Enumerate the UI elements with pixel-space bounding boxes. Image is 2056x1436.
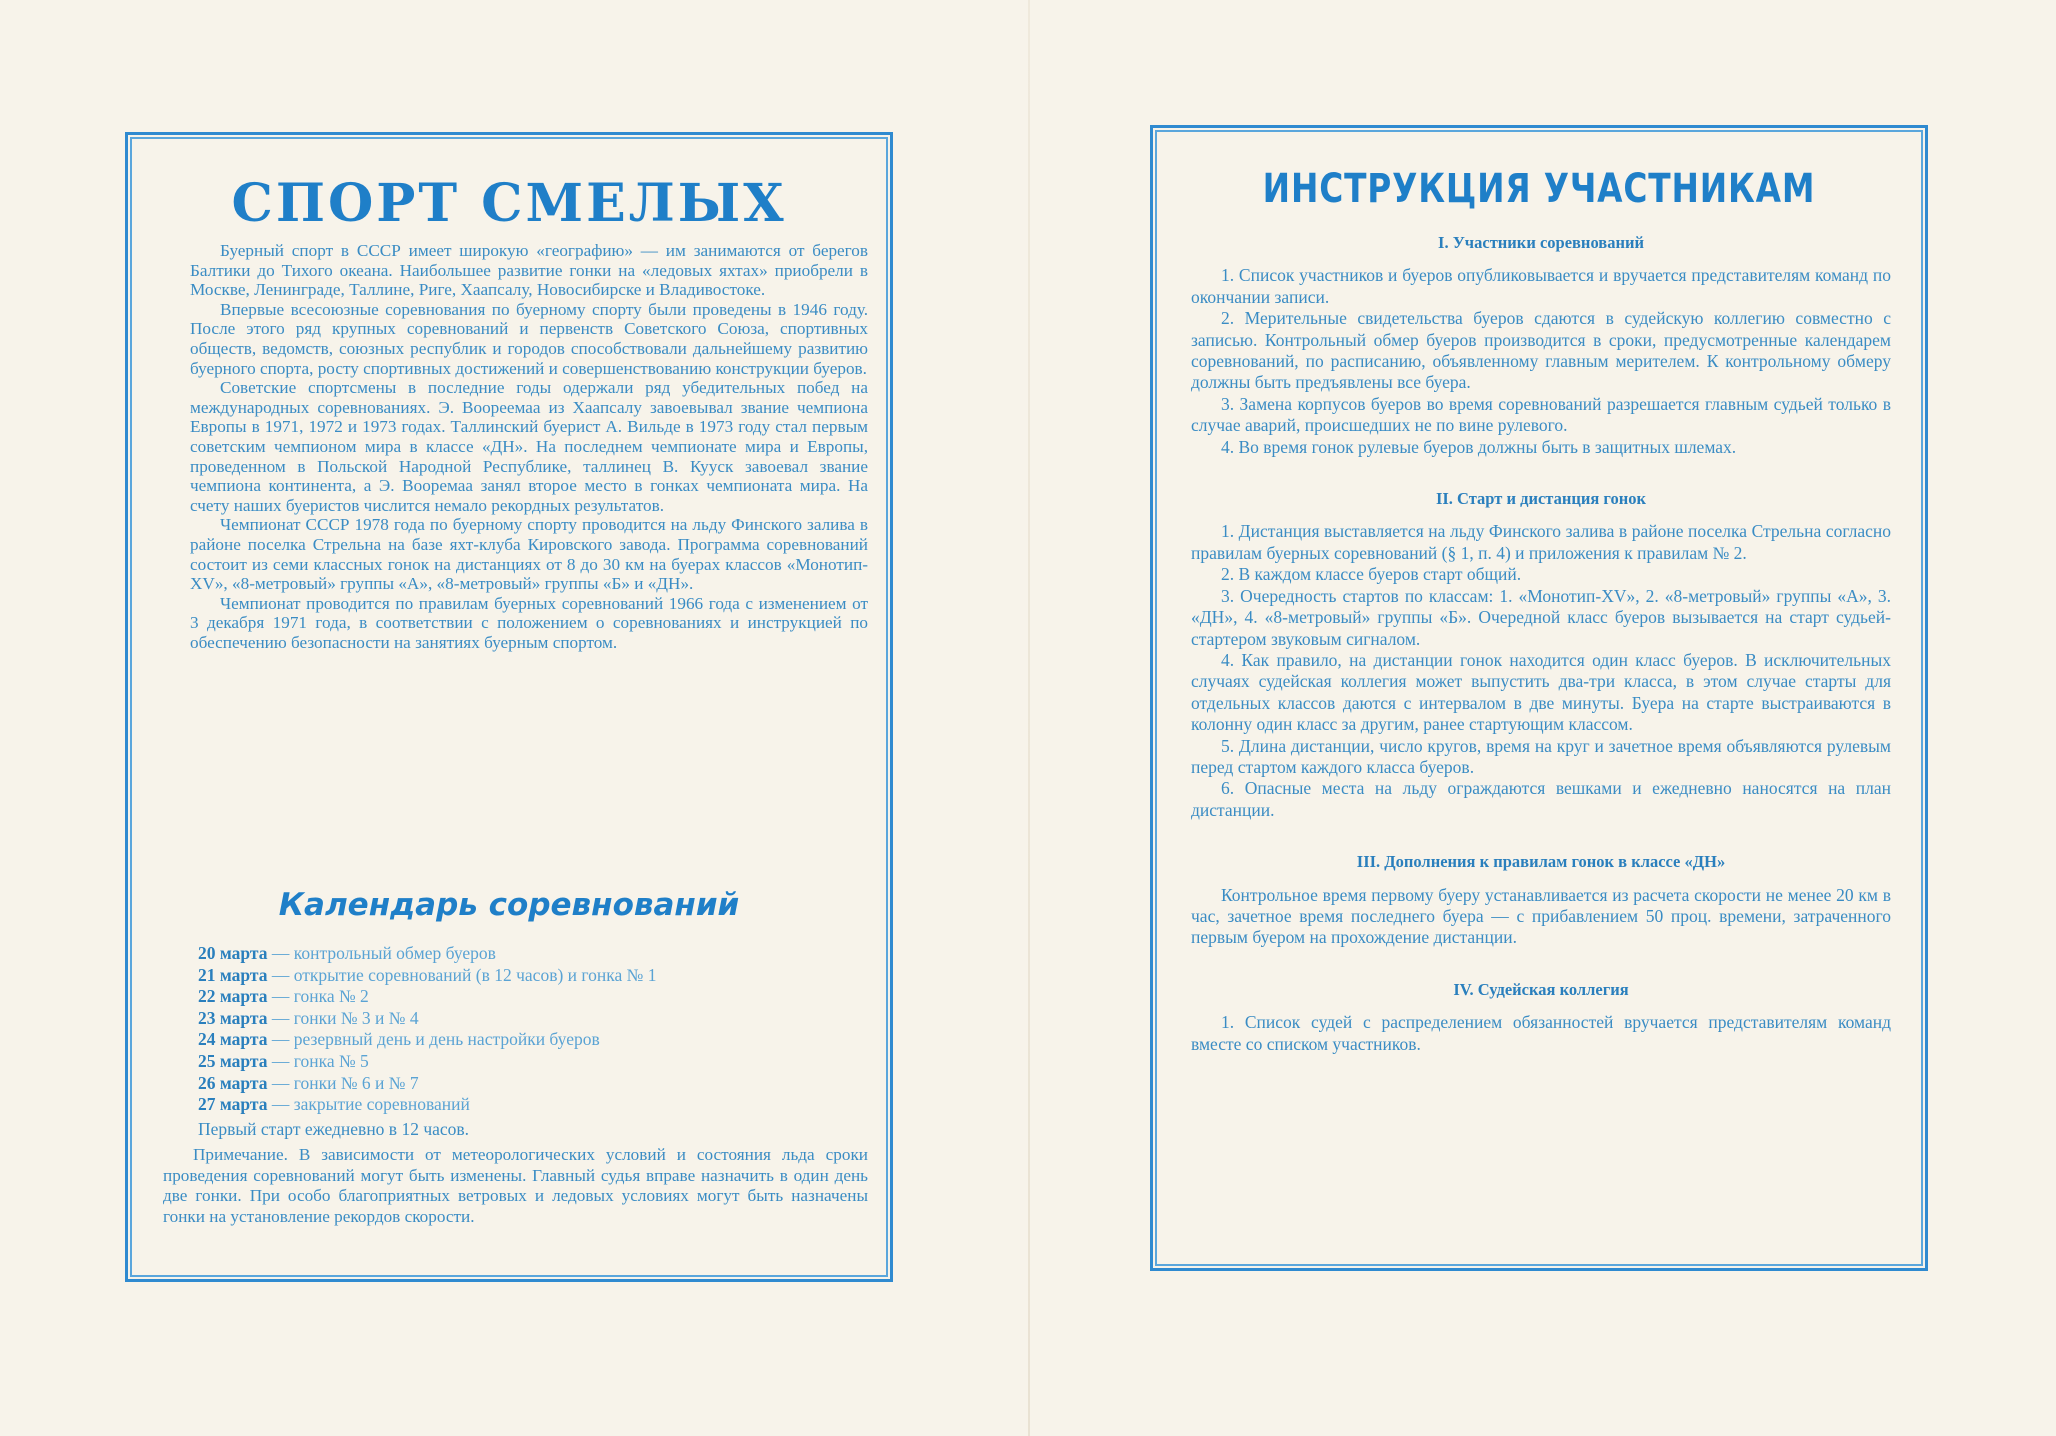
- schedule-date: 27 марта: [198, 1094, 268, 1115]
- paragraph: Советские спортсмены в последние годы одержали ряд убедительных побед на международных соревнованиях. Э. Воореемаа из Хаапсалу завоевывал звание чемпиона Европы в 1971, 1972 и 1973 годах. Таллинский буерист А. Вильде в 1973 году стал первым советским чемпионом мира в классе «ДН». На последнем чемпионате мира и Европы, проведенном в Польской Народной Республике, таллинец В. Кууск завоевал звание чемпиона континента, а Э. Вооремаа занял второе место в гонках чемпионата мира. На счету наших буеристов числится немало рекордных результатов.: [190, 378, 868, 515]
- instruction-item: 4. Как правило, на дистанции гонок находится один класс буеров. В исключительных случаях судейская коллегия может выпустить два-три класса, в этом случае старты для отдельных классов даются с интервалом в две минуты. Буера на старте выстраиваются в колонну один класс за другим, ранее стартующим классом.: [1191, 649, 1891, 735]
- schedule-event: — резервный день и день настройки буеров: [271, 1029, 600, 1050]
- instructions: [1191, 232, 1891, 1055]
- schedule-row: [198, 1029, 656, 1051]
- schedule-row: [198, 1051, 656, 1073]
- instruction-item: 2. Мерительные свидетельства буеров сдаются в судейскую коллегию совместно с записью. Контрольный обмер буеров производится в сроки, предусмотренные календарем соревнований, по расписанию, объявленному главным мерителем. К контрольному обмеру должны быть предъявлены все буера.: [1191, 308, 1891, 393]
- schedule-date: 20 марта: [198, 943, 268, 963]
- instruction-item: 3. Очередность стартов по классам: 1. «Монотип-XV», 2. «8-метровый» группы «А», 3. «ДН», 4. «8-метровый» группы «Б». Очередной класс буеров вызывается на старт судьей-стартером звуковым сигналом.: [1191, 585, 1891, 649]
- instruction-item: 5. Длина дистанции, число кругов, время на круг и зачетное время объявляются рулевым перед стартом каждого класса буеров.: [1191, 735, 1891, 777]
- instruction-item: 1. Список судей с распределением обязанностей вручается представителям команд вместе со списком участников.: [1191, 1012, 1891, 1054]
- calendar-note: Примечание. В зависимости от метеорологических условий и состояния льда сроки проведения соревнований могут быть изменены. Главный судья вправе назначить в один день две гонки. При особо благоприятных ветровых и ледовых условиях могут быть назначены гонки на установление рекордов скорости.: [163, 1145, 868, 1226]
- schedule-date: 23 марта: [198, 1007, 268, 1028]
- left-page-frame: [125, 132, 893, 1282]
- schedule-row: [198, 943, 656, 965]
- calendar-heading: Календарь соревнований: [278, 887, 740, 923]
- page-title: СПОРТ СМЕЛЫХ: [231, 173, 787, 234]
- schedule-date: 26 марта: [198, 1072, 268, 1093]
- section-heading: IV. Судейская коллегия: [1453, 979, 1629, 999]
- section-heading: I. Участники соревнований: [1438, 233, 1644, 252]
- schedule-event: — контрольный обмер буеров: [271, 943, 496, 963]
- schedule-row: [198, 986, 656, 1008]
- schedule-row: [198, 1094, 656, 1116]
- schedule-row: [198, 1008, 656, 1030]
- schedule-list: [198, 943, 656, 1116]
- schedule-row: [198, 1073, 656, 1095]
- paragraph: Буерный спорт в СССР имеет широкую «географию» — им занимаются от берегов Балтики до Тихого океана. Наибольшее развитие гонки на «ледовых яхтах» приобрели в Москве, Ленинграде, Таллине, Риге, Хаапсалу, Новосибирске и Владивостоке.: [190, 241, 868, 300]
- right-page-frame: [1150, 125, 1928, 1271]
- paragraph: Чемпионат СССР 1978 года по буерному спорту проводится на льду Финского залива в районе поселка Стрельна на базе яхт-клуба Кировского завода. Программа соревнований состоит из семи классных гонок на дистанциях от 8 до 30 км на буерах классов «Монотип-XV», «8-метровый» группы «А», «8-метровый» группы «Б» и «ДН».: [190, 515, 868, 594]
- intro-text: [190, 241, 868, 652]
- instruction-item: Контрольное время первому буеру устанавливается из расчета скорости не менее 20 км в час, зачетное время последнего буера — с прибавлением 50 проц. времени, затраченного первым буером на прохождение дистанции.: [1191, 884, 1891, 948]
- section-heading: III. Дополнения к правилам гонок в классе «ДН»: [1356, 852, 1726, 872]
- schedule-event: — гонки № 6 и № 7: [271, 1072, 419, 1093]
- instruction-item: 6. Опасные места на льду ограждаются вешками и ежедневно наносятся на план дистанции.: [1191, 778, 1891, 820]
- instruction-item: 1. Дистанция выставляется на льду Финского залива в районе поселка Стрельна согласно правилам буерных соревнований (§ 1, п. 4) и приложения к правилам № 2.: [1191, 521, 1891, 563]
- schedule-row: [198, 965, 656, 987]
- schedule-date: 21 марта: [198, 964, 268, 985]
- instruction-item: 3. Замена корпусов буеров во время соревнований разрешается главным судьей только в случае аварий, происшедших не по вине рулевого.: [1191, 393, 1891, 436]
- instruction-item: 4. Во время гонок рулевые буеров должны быть в защитных шлемах.: [1221, 436, 1737, 457]
- schedule-event: — открытие соревнований (в 12 часов) и гонка № 1: [271, 964, 657, 985]
- paragraph: Впервые всесоюзные соревнования по буерному спорту были проведены в 1946 году. После этого ряд крупных соревнований и первенств Советского Союза, спортивных обществ, ведомств, союзных республик и городов способствовали дальнейшему развитию буерного спорта, росту спортивных достижений и совершенствованию конструкции буеров.: [190, 299, 868, 378]
- paragraph: Чемпионат проводится по правилам буерных соревнований 1966 года с изменением от 3 декабря 1971 года, в соответствии с положением о соревнованиях и инструкцией по обеспечению безопасности на занятиях буерным спортом.: [190, 593, 868, 652]
- schedule-date: 24 марта: [198, 1029, 268, 1050]
- first-start-note: Первый старт ежедневно в 12 часов.: [198, 1119, 470, 1139]
- schedule-event: — гонка № 2: [271, 986, 369, 1007]
- schedule-event: — закрытие соревнований: [271, 1094, 470, 1115]
- schedule-date: 25 марта: [198, 1050, 268, 1071]
- schedule-event: — гонки № 3 и № 4: [271, 1007, 419, 1028]
- page-fold: [1028, 0, 1030, 1436]
- instruction-item: 2. В каждом классе буеров старт общий.: [1221, 564, 1522, 585]
- section-heading: II. Старт и дистанция гонок: [1435, 489, 1647, 509]
- page-title: ИНСТРУКЦИЯ УЧАСТНИКАМ: [1262, 166, 1816, 212]
- instruction-item: 1. Список участников и буеров опубликовывается и вручается представителям команд по окончании записи.: [1191, 265, 1891, 307]
- schedule-event: — гонка № 5: [271, 1050, 369, 1071]
- schedule-date: 22 марта: [198, 986, 268, 1007]
